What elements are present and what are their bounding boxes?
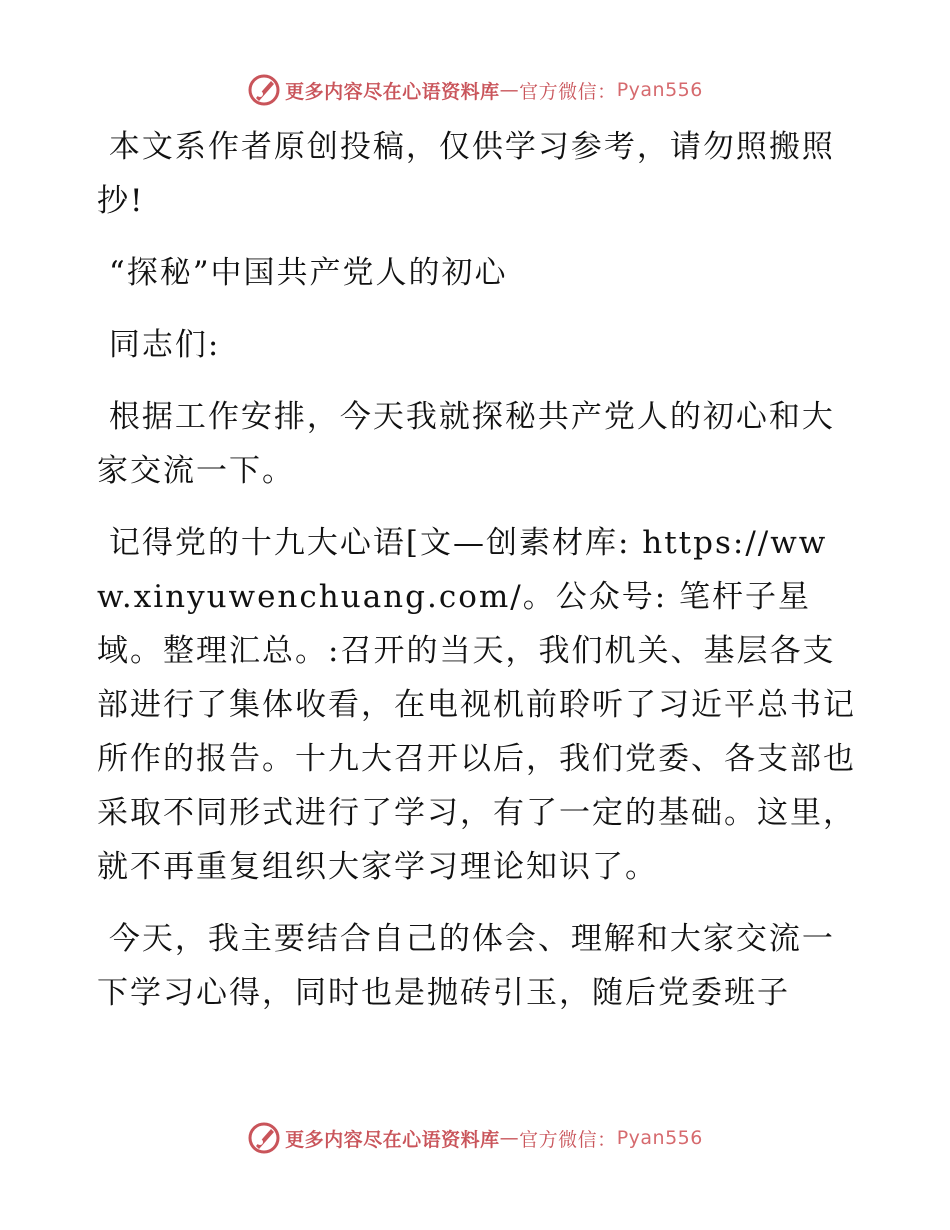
watermark-wechat-label: 官方微信： — [519, 80, 617, 103]
pen-circle-logo-icon — [247, 1121, 281, 1155]
pen-circle-logo-icon — [247, 73, 281, 107]
document-title: “探秘”中国共产党人的初心 — [97, 255, 508, 291]
body-paragraph: 今天，我主要结合自己的体会、理解和大家交流一下学习心得，同时也是抛砖引玉，随后党委班子 — [97, 921, 835, 1011]
body-paragraph: 记得党的十九大心语[文—创素材库: https://www.xinyuwenchuang.com/。公众号: 笔杆子星域。整理汇总。:召开的当天，我们机关、基层各支部进行了集体收看，在电视机前聆听了习近平总书记所作的报告。十九大召开以后，我们党委、各支部也采取不同形式进行了学习，有了一定的基础。这里，就不再重复组织大家学习理论知识了。 — [97, 525, 856, 885]
watermark-brand: 更多内容尽在心语资料库 — [285, 1128, 500, 1151]
footer-watermark — [0, 1118, 950, 1158]
watermark-dash: — — [499, 79, 520, 101]
watermark-wechat-id: Pyan556 — [616, 1127, 703, 1149]
watermark-wechat-id: Pyan556 — [616, 79, 703, 101]
watermark-brand: 更多内容尽在心语资料库 — [285, 80, 500, 103]
watermark-wechat-label: 官方微信： — [519, 1128, 617, 1151]
salutation: 同志们: — [97, 327, 221, 363]
body-paragraph: 根据工作安排，今天我就探秘共产党人的初心和大家交流一下。 — [97, 399, 835, 489]
watermark-dash: — — [499, 1127, 520, 1149]
document-body — [97, 120, 857, 1038]
copyright-notice: 本文系作者原创投稿，仅供学习参考，请勿照搬照抄! — [97, 129, 835, 219]
header-watermark — [0, 70, 950, 110]
